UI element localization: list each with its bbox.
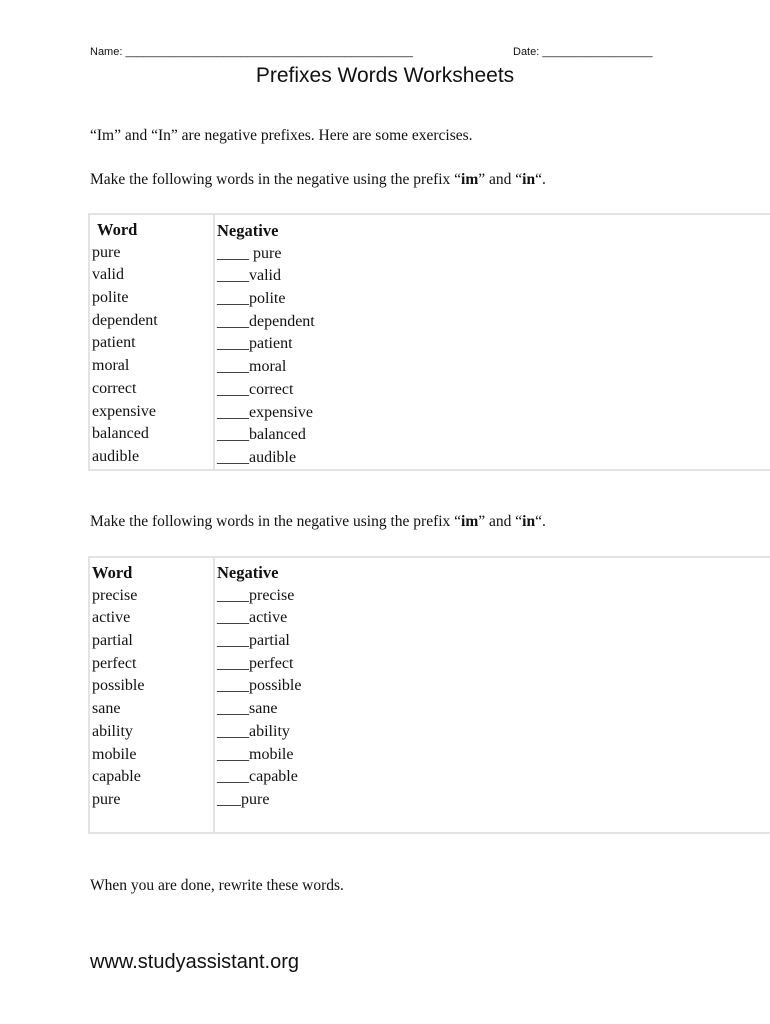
table-2-negative-header: Negative <box>217 563 279 582</box>
word-cell: audible <box>92 447 140 465</box>
negative-cell: ____valid <box>217 267 281 285</box>
negative-cell: ____dependent <box>217 312 315 330</box>
word-cell: possible <box>92 677 145 695</box>
negative-cell: ____correct <box>217 380 294 398</box>
word-cell: patient <box>92 334 136 352</box>
table-2-negative-column <box>217 562 301 812</box>
word-cell: balanced <box>92 425 149 443</box>
word-cell: ability <box>92 722 133 740</box>
word-cell: expensive <box>92 402 156 420</box>
instruction-1-post: “. <box>535 171 546 188</box>
intro-text: “Im” and “In” are negative prefixes. Here are some exercises. <box>90 127 473 144</box>
instruction-1-mid: ” and “ <box>478 171 523 188</box>
negative-cell: ____audible <box>217 448 297 466</box>
word-cell: perfect <box>92 654 137 672</box>
word-cell: pure <box>92 790 121 808</box>
negative-cell: ____ pure <box>217 244 282 262</box>
table-2-word-column <box>92 562 144 812</box>
negative-cell: ____active <box>217 609 288 627</box>
table-1-negative-header: Negative <box>217 221 279 240</box>
word-cell: active <box>92 609 131 627</box>
negative-cell: ___pure <box>217 790 270 808</box>
page-title: Prefixes Words Worksheets <box>255 64 515 87</box>
footer-url: www.studyassistant.org <box>90 951 299 973</box>
word-cell: precise <box>92 586 138 604</box>
negative-cell: ____sane <box>217 700 278 718</box>
instruction-2-pre: Make the following words in the negative using the prefix “ <box>90 513 462 530</box>
word-cell: pure <box>92 243 121 261</box>
instruction-2-post: “. <box>535 513 546 530</box>
negative-cell: ____possible <box>217 677 302 695</box>
instruction-1-prefix-in: in <box>522 171 536 188</box>
instruction-1 <box>90 171 546 189</box>
word-table-1 <box>88 213 770 471</box>
word-cell: polite <box>92 289 129 307</box>
negative-cell: ____balanced <box>217 426 306 444</box>
word-cell: dependent <box>92 311 158 329</box>
instruction-1-prefix-im: im <box>461 171 479 188</box>
negative-cell: ____polite <box>217 290 286 308</box>
word-cell: partial <box>92 632 133 650</box>
negative-cell: ____ability <box>217 722 290 740</box>
table-1-divider <box>213 215 215 469</box>
table-2-word-header: Word <box>92 563 133 582</box>
word-cell: sane <box>92 700 121 718</box>
name-field-label: Name: _______________________________________________ <box>90 46 413 58</box>
date-field-label: Date: __________________ <box>513 46 653 58</box>
word-cell: moral <box>92 357 130 375</box>
closing-text: When you are done, rewrite these words. <box>90 877 344 894</box>
negative-cell: ____precise <box>217 586 295 604</box>
table-1-word-header: Word <box>97 220 138 239</box>
table-1-negative-column <box>217 220 315 470</box>
word-table-2 <box>88 556 770 834</box>
header-row <box>90 46 690 62</box>
instruction-2-mid: ” and “ <box>478 513 523 530</box>
negative-cell: ____patient <box>217 335 293 353</box>
instruction-2 <box>90 513 546 531</box>
word-cell: valid <box>92 266 124 284</box>
negative-cell: ____moral <box>217 358 287 376</box>
negative-cell: ____mobile <box>217 745 294 763</box>
word-cell: correct <box>92 379 137 397</box>
negative-cell: ____capable <box>217 768 298 786</box>
negative-cell: ____perfect <box>217 654 294 672</box>
instruction-2-prefix-im: im <box>461 513 479 530</box>
table-2-divider <box>213 558 215 832</box>
instruction-2-prefix-in: in <box>522 513 536 530</box>
table-1-word-column <box>92 219 158 469</box>
negative-cell: ____partial <box>217 632 290 650</box>
word-cell: capable <box>92 768 141 786</box>
negative-cell: ____expensive <box>217 403 313 421</box>
word-cell: mobile <box>92 745 137 763</box>
instruction-1-pre: Make the following words in the negative using the prefix “ <box>90 171 462 188</box>
